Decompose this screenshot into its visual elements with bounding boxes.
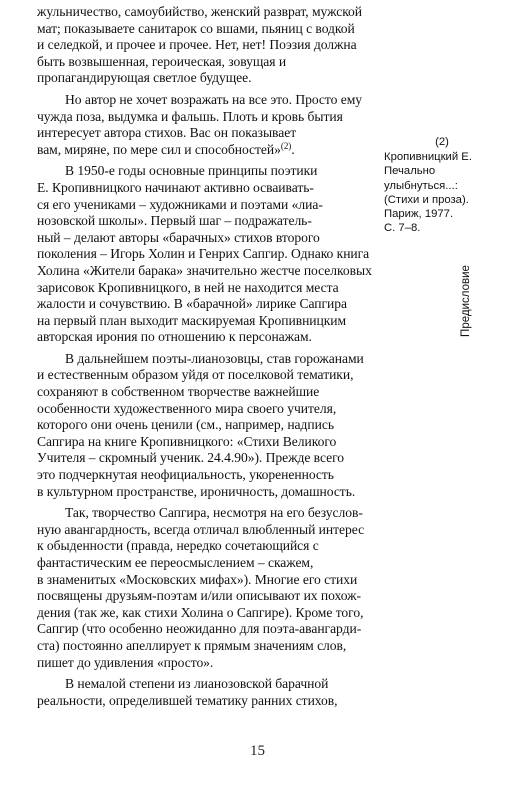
text-line: к обыденности (правда, нередко сочетающийся с — [37, 538, 319, 554]
main-text-column — [37, 4, 375, 714]
text-line: Так, творчество Сапгира, несмотря на его безуслов- — [65, 505, 363, 521]
text-line: жульничество, самоубийство, женский разврат, мужской — [37, 4, 363, 19]
paragraph-3 — [37, 163, 375, 346]
text-line: пишет до удивления «просто». — [37, 654, 214, 670]
sidenote-line: Печально — [384, 165, 436, 178]
sidenote-line: улыбнуться...: — [384, 179, 458, 192]
text-line: которого они очень ценили (см., например, надпись — [37, 417, 334, 433]
text-line: зарисовок Кропивницкого, в ней не находится места — [37, 279, 339, 295]
text-line: в культурном пространстве, ироничность, домашность. — [37, 483, 356, 499]
text-line: Учителя – скромный ученик. 24.4.90»). Прежде всего — [37, 450, 345, 466]
text-line: фантастическим ее переосмыслением – скажем, — [37, 555, 314, 570]
text-line: Сапгир (что особенно неожиданно для поэта-авангарди- — [37, 621, 362, 637]
text-line: это подчеркнутая неофициальность, укорененность — [37, 467, 334, 483]
text-line: реальности, определившей тематику ранних стихов, — [37, 692, 338, 708]
sidenote-line: Париж, 1977. — [384, 208, 454, 221]
text-line: чужда поза, выдумка и фальшь. Плоть и кровь бытия — [37, 108, 343, 124]
text-line: мат; показываете санитарок со вшами, пьяниц с водкой — [37, 20, 355, 36]
sidenote-mark: (2) — [435, 136, 449, 148]
text-line: В 1950-е годы основные принципы поэтики — [65, 163, 318, 179]
text-line: поколения – Игорь Холин и Генрих Сапгир. Однако книга — [37, 246, 370, 262]
footnote-ref: (2) — [280, 140, 292, 151]
text-line: Но автор не хочет возражать на все это. Просто ему — [65, 91, 362, 107]
text-line: жалости и сочувствию. В «барачной» лирике Сапгира — [37, 296, 347, 312]
text-line: дения (так же, как стихи Холина о Сапгире). Кроме того, — [37, 604, 364, 620]
paragraph-4 — [37, 351, 375, 500]
text-line: и естественным образом уйдя от поселковой тематики, — [37, 367, 354, 383]
text-line: ный – делают авторы «барачных» стихов второго — [37, 229, 320, 245]
text-line: Сапгира на книге Кропивницкого: «Стихи Великого — [37, 433, 337, 449]
text-line: интересует автора стихов. Вас он показывает — [37, 125, 297, 141]
sidenote-line: (Стихи и проза). — [384, 193, 469, 206]
text-line: В немалой степени из лианозовской барачной — [65, 676, 329, 692]
text-line: и селедкой, и прочее и прочее. Нет, нет! Поэзия должна — [37, 37, 357, 53]
text-line: Холина «Жители барака» значительно жестче поселковых — [37, 262, 372, 278]
paragraph-6 — [37, 676, 375, 709]
text-fragment: вам, миряне, по мере сил и способностей» — [37, 141, 281, 157]
sidenote-footnote — [384, 135, 494, 235]
text-line: в знаменитых «Московских мифах»). Многие его стихи — [37, 571, 358, 587]
text-line: особенности художественного мира своего учителя, — [37, 400, 337, 416]
text-fragment: . — [291, 141, 295, 157]
paragraph-2 — [37, 92, 375, 158]
text-line: пропагандирующая светлое будущее. — [37, 70, 252, 86]
text-line: В дальнейшем поэты-лианозовцы, став горожанами — [65, 350, 364, 366]
running-head: Предисловие — [460, 265, 472, 337]
sidenote-line: Кропивницкий Е. — [384, 151, 472, 164]
text-line: на первый план выходит маскируемая Кропивницким — [37, 312, 347, 328]
paragraph-1 — [37, 4, 375, 87]
text-line: ста) постоянно апеллирует к прямым значениям слов, — [37, 637, 347, 653]
paragraph-5 — [37, 505, 375, 671]
text-line: быть возвышенная, героическая, зовущая и — [37, 53, 287, 69]
text-line: нозовской школы». Первый шаг – подражатель- — [37, 213, 312, 229]
text-line: посвящены друзьям-поэтам и/или описывают их похож- — [37, 588, 361, 604]
text-line: сохраняют в собственном творчестве важнейшие — [37, 384, 320, 400]
sidenote-line: С. 7–8. — [384, 222, 421, 235]
text-line: ся его учениками – художниками и поэтами «лиа- — [37, 196, 323, 212]
text-line: Е. Кропивницкого начинают активно осваивать- — [37, 179, 314, 195]
text-line: авторская ирония по отношению к персонажам. — [37, 329, 312, 345]
text-line: ную авангардность, всегда отличал влюбленный интерес — [37, 521, 365, 537]
page-number: 15 — [250, 743, 265, 759]
text-line — [37, 142, 375, 159]
